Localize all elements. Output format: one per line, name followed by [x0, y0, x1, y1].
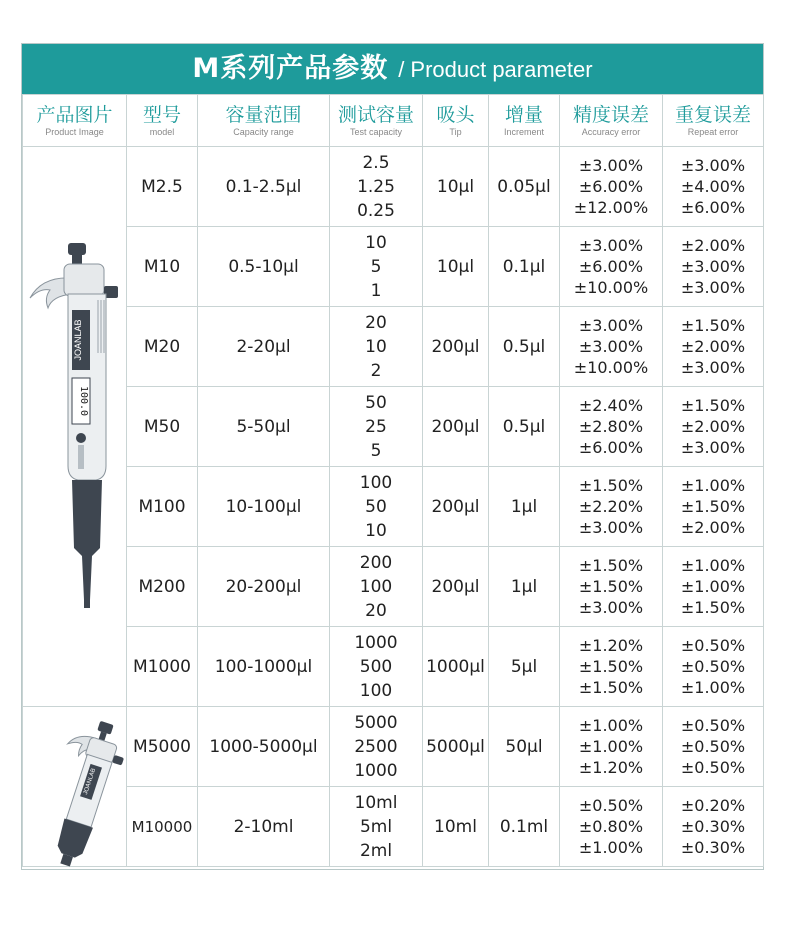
- test-capacity-cell-line: 10: [365, 336, 387, 357]
- test-capacity-cell-line: 0.25: [357, 200, 395, 221]
- accuracy-error-cell: [560, 707, 663, 787]
- increment-cell: 1μl: [489, 467, 560, 547]
- capacity-range-cell: 2-10ml: [198, 787, 330, 867]
- model-cell: M10: [127, 227, 198, 307]
- capacity-range-cell: 2-20μl: [198, 307, 330, 387]
- model-cell: M10000: [127, 787, 198, 867]
- table-row: [23, 227, 764, 307]
- header-row: [23, 95, 764, 147]
- model-cell: M100: [127, 467, 198, 547]
- micropipette-small-icon: [22, 708, 126, 870]
- table-row: [23, 547, 764, 627]
- test-capacity-cell-line: 10ml: [354, 792, 398, 813]
- accuracy-error-cell-line: ±6.00%: [578, 257, 644, 276]
- accuracy-error-cell-line: ±0.80%: [578, 817, 644, 836]
- parameter-table: [22, 94, 764, 867]
- test-capacity-cell-line: 1: [370, 280, 382, 301]
- micropipette-large-icon: [22, 148, 126, 708]
- model-cell: M200: [127, 547, 198, 627]
- capacity-range-cell: 20-200μl: [198, 547, 330, 627]
- tip-cell: 200μl: [423, 547, 489, 627]
- accuracy-error-cell-line: ±1.20%: [578, 636, 644, 655]
- table-row: [23, 467, 764, 547]
- test-capacity-cell-line: 5: [370, 440, 382, 461]
- tip-cell: 200μl: [423, 467, 489, 547]
- repeat-error-cell-line: ±3.00%: [680, 278, 746, 297]
- capacity-range-cell: 1000-5000μl: [198, 707, 330, 787]
- increment-cell: 0.5μl: [489, 307, 560, 387]
- header-accuracy-error: 精度误差 Accuracy error: [560, 95, 663, 147]
- tip-cell: 5000μl: [423, 707, 489, 787]
- model-cell: M50: [127, 387, 198, 467]
- test-capacity-cell: [330, 307, 423, 387]
- repeat-error-cell-line: ±2.00%: [680, 337, 746, 356]
- repeat-error-cell-line: ±1.50%: [680, 396, 746, 415]
- repeat-error-cell-line: ±4.00%: [680, 177, 746, 196]
- accuracy-error-cell-line: ±12.00%: [573, 198, 649, 217]
- test-capacity-cell: [330, 547, 423, 627]
- accuracy-error-cell-line: ±1.50%: [578, 657, 644, 676]
- test-capacity-cell-line: 2.5: [362, 152, 390, 173]
- test-capacity-cell: [330, 787, 423, 867]
- increment-cell: 1μl: [489, 547, 560, 627]
- accuracy-error-cell-line: ±1.00%: [578, 737, 644, 756]
- repeat-error-cell: [663, 547, 764, 627]
- table-row: [23, 147, 764, 227]
- header-increment: 增量 Increment: [489, 95, 560, 147]
- title-cn: M系列产品参数: [192, 53, 389, 84]
- title-en: Product parameter: [410, 57, 593, 82]
- accuracy-error-cell-line: ±0.50%: [578, 796, 644, 815]
- capacity-range-cell: 0.5-10μl: [198, 227, 330, 307]
- repeat-error-cell-line: ±2.00%: [680, 518, 746, 537]
- repeat-error-cell-line: ±0.50%: [680, 636, 746, 655]
- table-row: [23, 707, 764, 787]
- repeat-error-cell-line: ±0.50%: [680, 758, 746, 777]
- repeat-error-cell-line: ±3.00%: [680, 257, 746, 276]
- capacity-range-cell: 100-1000μl: [198, 627, 330, 707]
- repeat-error-cell: [663, 387, 764, 467]
- test-capacity-cell-line: 25: [365, 416, 387, 437]
- repeat-error-cell-line: ±6.00%: [680, 198, 746, 217]
- model-cell: M1000: [127, 627, 198, 707]
- increment-cell: 5μl: [489, 627, 560, 707]
- test-capacity-cell-line: 5: [370, 256, 382, 277]
- test-capacity-cell-line: 1000: [354, 760, 398, 781]
- accuracy-error-cell-line: ±6.00%: [578, 438, 644, 457]
- accuracy-error-cell-line: ±1.50%: [578, 476, 644, 495]
- header-repeat-error: 重复误差 Repeat error: [663, 95, 764, 147]
- accuracy-error-cell-line: ±6.00%: [578, 177, 644, 196]
- test-capacity-cell-line: 200: [359, 552, 393, 573]
- header-capacity-range: 容量范围 Capacity range: [198, 95, 330, 147]
- test-capacity-cell-line: 20: [365, 312, 387, 333]
- accuracy-error-cell-line: ±1.50%: [578, 678, 644, 697]
- capacity-range-cell: 10-100μl: [198, 467, 330, 547]
- repeat-error-cell: [663, 707, 764, 787]
- repeat-error-cell-line: ±0.20%: [680, 796, 746, 815]
- repeat-error-cell: [663, 787, 764, 867]
- repeat-error-cell-line: ±1.00%: [680, 678, 746, 697]
- pipette-volume-display: 100.0: [78, 385, 89, 417]
- tip-cell: 10μl: [423, 147, 489, 227]
- test-capacity-cell-line: 100: [359, 680, 393, 701]
- accuracy-error-cell-line: ±1.50%: [578, 577, 644, 596]
- tip-cell: 200μl: [423, 387, 489, 467]
- repeat-error-cell: [663, 627, 764, 707]
- tip-cell: 1000μl: [423, 627, 489, 707]
- accuracy-error-cell: [560, 467, 663, 547]
- accuracy-error-cell: [560, 627, 663, 707]
- repeat-error-cell-line: ±1.00%: [680, 577, 746, 596]
- repeat-error-cell-line: ±1.00%: [680, 556, 746, 575]
- test-capacity-cell-line: 2: [370, 360, 382, 381]
- accuracy-error-cell-line: ±10.00%: [573, 278, 649, 297]
- repeat-error-cell-line: ±0.50%: [680, 716, 746, 735]
- pipette-brand-label: JOANLAB: [73, 319, 83, 361]
- test-capacity-cell-line: 10: [365, 520, 387, 541]
- increment-cell: 0.05μl: [489, 147, 560, 227]
- model-cell: M5000: [127, 707, 198, 787]
- test-capacity-cell-line: 10: [365, 232, 387, 253]
- test-capacity-cell: [330, 147, 423, 227]
- repeat-error-cell-line: ±0.50%: [680, 737, 746, 756]
- repeat-error-cell-line: ±0.30%: [680, 838, 746, 857]
- accuracy-error-cell-line: ±1.00%: [578, 716, 644, 735]
- repeat-error-cell-line: ±1.50%: [680, 598, 746, 617]
- accuracy-error-cell-line: ±3.00%: [578, 236, 644, 255]
- header-tip: 吸头 Tip: [423, 95, 489, 147]
- repeat-error-cell: [663, 147, 764, 227]
- test-capacity-cell-line: 500: [359, 656, 393, 677]
- header-product-image: 产品图片 Product Image: [23, 95, 127, 147]
- accuracy-error-cell-line: ±3.00%: [578, 316, 644, 335]
- increment-cell: 0.5μl: [489, 387, 560, 467]
- test-capacity-cell-line: 100: [359, 576, 393, 597]
- accuracy-error-cell: [560, 547, 663, 627]
- tip-cell: 10ml: [423, 787, 489, 867]
- test-capacity-cell-line: 100: [359, 472, 393, 493]
- test-capacity-cell-line: 5ml: [359, 816, 393, 837]
- repeat-error-cell: [663, 307, 764, 387]
- accuracy-error-cell-line: ±10.00%: [573, 358, 649, 377]
- model-cell: M2.5: [127, 147, 198, 227]
- table-row: [23, 787, 764, 867]
- repeat-error-cell-line: ±1.50%: [680, 497, 746, 516]
- accuracy-error-cell-line: ±2.80%: [578, 417, 644, 436]
- header-model: 型号 model: [127, 95, 198, 147]
- test-capacity-cell-line: 1000: [354, 632, 398, 653]
- accuracy-error-cell-line: ±3.00%: [578, 337, 644, 356]
- repeat-error-cell-line: ±0.50%: [680, 657, 746, 676]
- table-row: [23, 307, 764, 387]
- accuracy-error-cell-line: ±2.40%: [578, 396, 644, 415]
- pipette-small-brand-label: JOANLAB: [82, 767, 98, 796]
- repeat-error-cell-line: ±3.00%: [680, 156, 746, 175]
- increment-cell: 0.1μl: [489, 227, 560, 307]
- title-separator: /: [398, 57, 405, 82]
- table-row: [23, 387, 764, 467]
- accuracy-error-cell: [560, 307, 663, 387]
- repeat-error-cell-line: ±3.00%: [680, 358, 746, 377]
- test-capacity-cell: [330, 627, 423, 707]
- accuracy-error-cell-line: ±3.00%: [578, 598, 644, 617]
- accuracy-error-cell: [560, 787, 663, 867]
- accuracy-error-cell-line: ±1.50%: [578, 556, 644, 575]
- repeat-error-cell-line: ±3.00%: [680, 438, 746, 457]
- test-capacity-cell-line: 2500: [354, 736, 398, 757]
- repeat-error-cell-line: ±1.50%: [680, 316, 746, 335]
- accuracy-error-cell: [560, 227, 663, 307]
- tip-cell: 200μl: [423, 307, 489, 387]
- test-capacity-cell: [330, 707, 423, 787]
- test-capacity-cell-line: 5000: [354, 712, 398, 733]
- test-capacity-cell: [330, 227, 423, 307]
- accuracy-error-cell-line: ±3.00%: [578, 518, 644, 537]
- test-capacity-cell-line: 2ml: [359, 840, 393, 861]
- model-cell: M20: [127, 307, 198, 387]
- increment-cell: 50μl: [489, 707, 560, 787]
- accuracy-error-cell-line: ±1.20%: [578, 758, 644, 777]
- capacity-range-cell: 5-50μl: [198, 387, 330, 467]
- accuracy-error-cell-line: ±3.00%: [578, 156, 644, 175]
- test-capacity-cell-line: 1.25: [357, 176, 395, 197]
- accuracy-error-cell: [560, 387, 663, 467]
- accuracy-error-cell: [560, 147, 663, 227]
- repeat-error-cell-line: ±2.00%: [680, 417, 746, 436]
- repeat-error-cell-line: ±1.00%: [680, 476, 746, 495]
- repeat-error-cell-line: ±0.30%: [680, 817, 746, 836]
- repeat-error-cell: [663, 227, 764, 307]
- test-capacity-cell-line: 50: [365, 392, 387, 413]
- test-capacity-cell: [330, 467, 423, 547]
- tip-cell: 10μl: [423, 227, 489, 307]
- header-test-capacity: 测试容量 Test capacity: [330, 95, 423, 147]
- repeat-error-cell: [663, 467, 764, 547]
- test-capacity-cell-line: 50: [365, 496, 387, 517]
- repeat-error-cell-line: ±2.00%: [680, 236, 746, 255]
- increment-cell: 0.1ml: [489, 787, 560, 867]
- test-capacity-cell-line: 20: [365, 600, 387, 621]
- capacity-range-cell: 0.1-2.5μl: [198, 147, 330, 227]
- table-row: [23, 627, 764, 707]
- test-capacity-cell: [330, 387, 423, 467]
- accuracy-error-cell-line: ±2.20%: [578, 497, 644, 516]
- title-bar: [22, 44, 763, 94]
- accuracy-error-cell-line: ±1.00%: [578, 838, 644, 857]
